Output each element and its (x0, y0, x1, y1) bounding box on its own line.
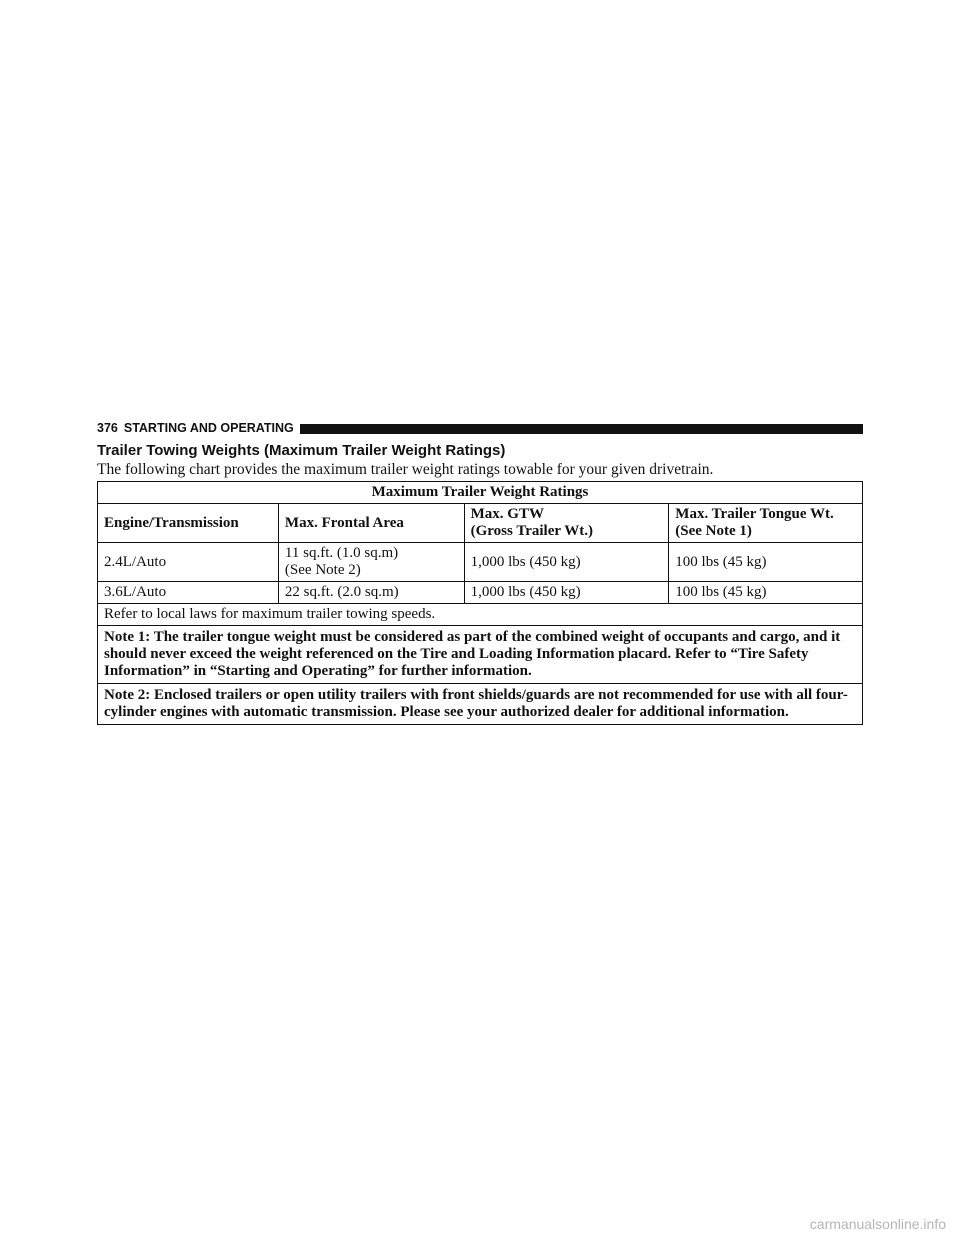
header-tongue-line1: Max. Trailer Tongue Wt. (675, 506, 834, 522)
cell-frontal-line1: 11 sq.ft. (1.0 sq.m) (284, 545, 399, 561)
watermark-text: carmanualsonline.info (809, 1216, 946, 1232)
cell-engine: 3.6L/Auto (98, 582, 279, 604)
cell-engine: 2.4L/Auto (98, 543, 279, 582)
cell-gtw: 1,000 lbs (450 kg) (464, 582, 669, 604)
cell-frontal-area: 22 sq.ft. (2.0 sq.m) (278, 582, 464, 604)
cell-frontal-area (278, 543, 464, 582)
table-row (98, 543, 863, 582)
header-gtw-line2: (Gross Trailer Wt.) (470, 523, 593, 539)
local-laws-row: Refer to local laws for maximum trailer towing speeds. (98, 604, 863, 626)
header-tongue (669, 504, 863, 543)
cell-frontal-line2: (See Note 2) (284, 562, 361, 578)
page-number: 376 (97, 421, 118, 435)
trailer-weight-table (97, 481, 863, 725)
header-engine: Engine/Transmission (98, 504, 279, 543)
note-2: Note 2: Enclosed trailers or open utility trailers with front shields/guards are not recommended for use with all four-cylinder engines with automatic transmission. Please see your authorized dealer for additional information. (98, 684, 863, 725)
intro-paragraph: The following chart provides the maximum trailer weight ratings towable for your given drivetrain. (97, 461, 714, 478)
cell-tongue: 100 lbs (45 kg) (669, 543, 863, 582)
header-rule (300, 424, 863, 434)
header-tongue-line2: (See Note 1) (675, 523, 752, 539)
page-header (97, 418, 863, 438)
table-caption: Maximum Trailer Weight Ratings (98, 482, 863, 504)
section-title: STARTING AND OPERATING (123, 421, 294, 435)
header-gtw (464, 504, 669, 543)
table-row (98, 582, 863, 604)
cell-gtw: 1,000 lbs (450 kg) (464, 543, 669, 582)
cell-tongue: 100 lbs (45 kg) (669, 582, 863, 604)
note-1: Note 1: The trailer tongue weight must be considered as part of the combined weight of occupants and cargo, and it should never exceed the weight referenced on the Tire and Loading Information placard. Refer to “Tire Safety Information” in “Starting and Operating” for further information. (98, 626, 863, 684)
table-header-row (98, 504, 863, 543)
section-heading: Trailer Towing Weights (Maximum Trailer Weight Ratings) (97, 442, 506, 459)
header-frontal-area: Max. Frontal Area (278, 504, 464, 543)
header-gtw-line1: Max. GTW (470, 506, 544, 522)
